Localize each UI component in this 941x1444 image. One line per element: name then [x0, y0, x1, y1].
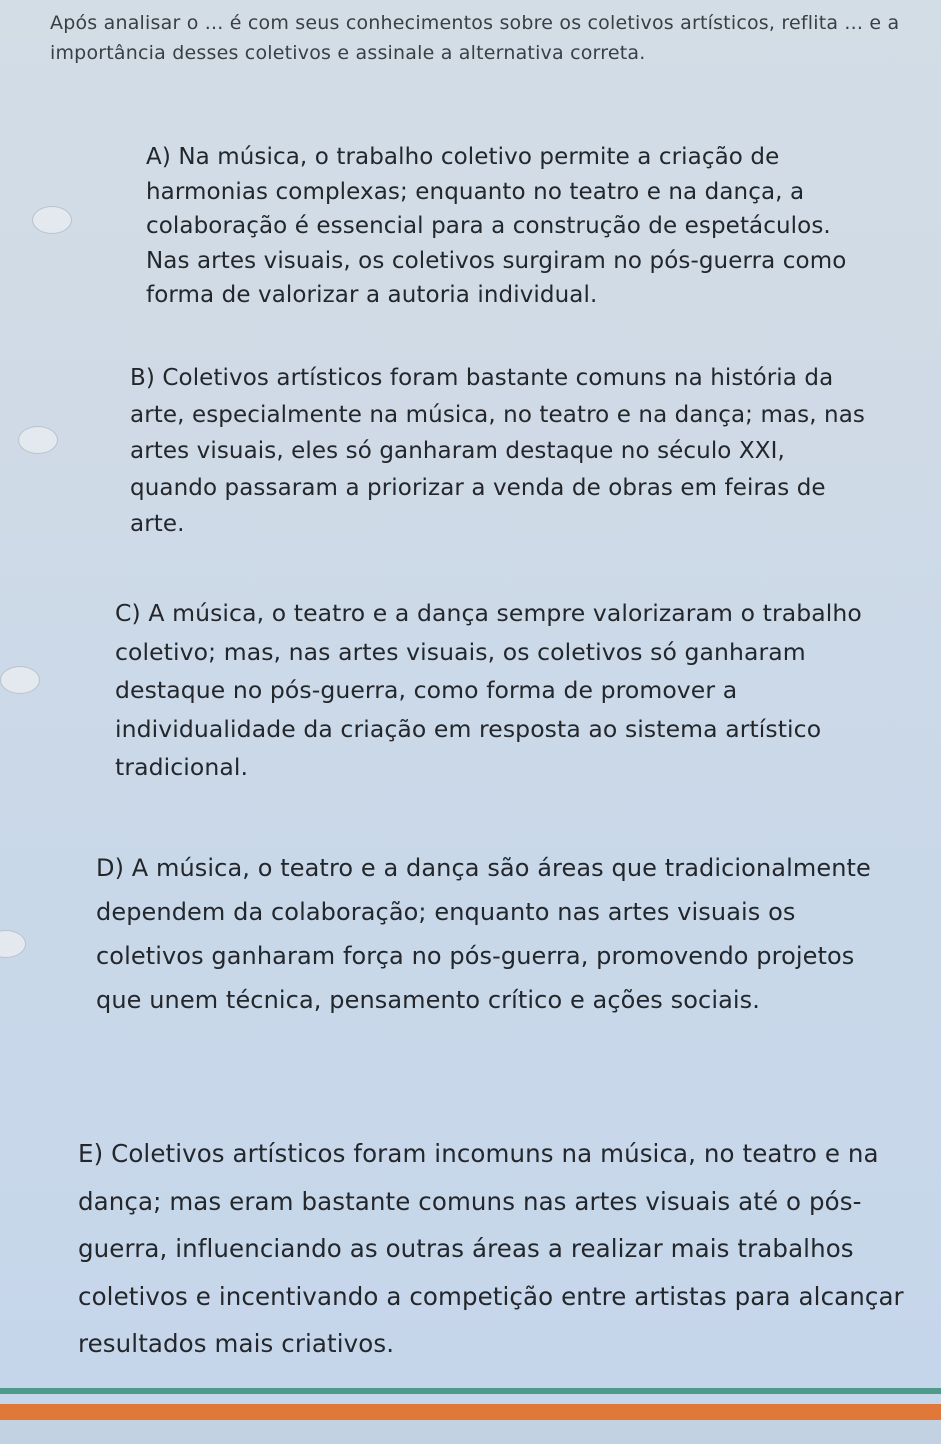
option-e-text: E) Coletivos artísticos foram incomuns na música, no teatro e na dança; mas eram bastante comuns nas artes visuais até o pós-guerra, influenciando as outras áreas a realizar mais trabalhos coletivos e incentivando a competição entre artistas para alcançar resultados mais criativos. — [78, 1139, 904, 1358]
option-d-text: D) A música, o teatro e a dança são áreas que tradicionalmente dependem da colaboração; enquanto nas artes visuais os coletivos ganharam força no pós-guerra, promovendo projetos que unem técnica, pensamento crítico e ações sociais. — [96, 854, 871, 1014]
option-d-radio[interactable] — [0, 930, 26, 958]
option-a-radio[interactable] — [32, 206, 72, 234]
bottom-divider-line — [0, 1388, 941, 1394]
bottom-background — [0, 1420, 941, 1444]
option-a-text: A) Na música, o trabalho coletivo permite a criação de harmonias complexas; enquanto no teatro e na dança, a colaboração é essencial para a construção de espetáculos. Nas artes visuais, os coletivos surgiram no pós-guerra como forma de valorizar a autoria individual. — [146, 144, 847, 308]
option-c-text: C) A música, o teatro e a dança sempre valorizaram o trabalho coletivo; mas, nas artes visuais, os coletivos só ganharam destaque no pós-guerra, como forma de promover a individualidade da criação em resposta ao sistema artístico tradicional. — [115, 599, 862, 781]
bottom-accent-bar — [0, 1404, 941, 1420]
question-text: Após analisar o ... é com seus conhecimentos sobre os coletivos artísticos, reflita ... e a importância desses coletivos e assinale a alternativa correta. — [50, 12, 900, 64]
option-c-radio[interactable] — [0, 666, 40, 694]
option-b-text: B) Coletivos artísticos foram bastante comuns na história da arte, especialmente na música, no teatro e na dança; mas, nas artes visuais, eles só ganharam destaque no século XXI, quando passaram a priorizar a venda de obras em feiras de arte. — [130, 365, 866, 537]
bottom-bar — [0, 1388, 941, 1444]
option-b-radio[interactable] — [18, 426, 58, 454]
